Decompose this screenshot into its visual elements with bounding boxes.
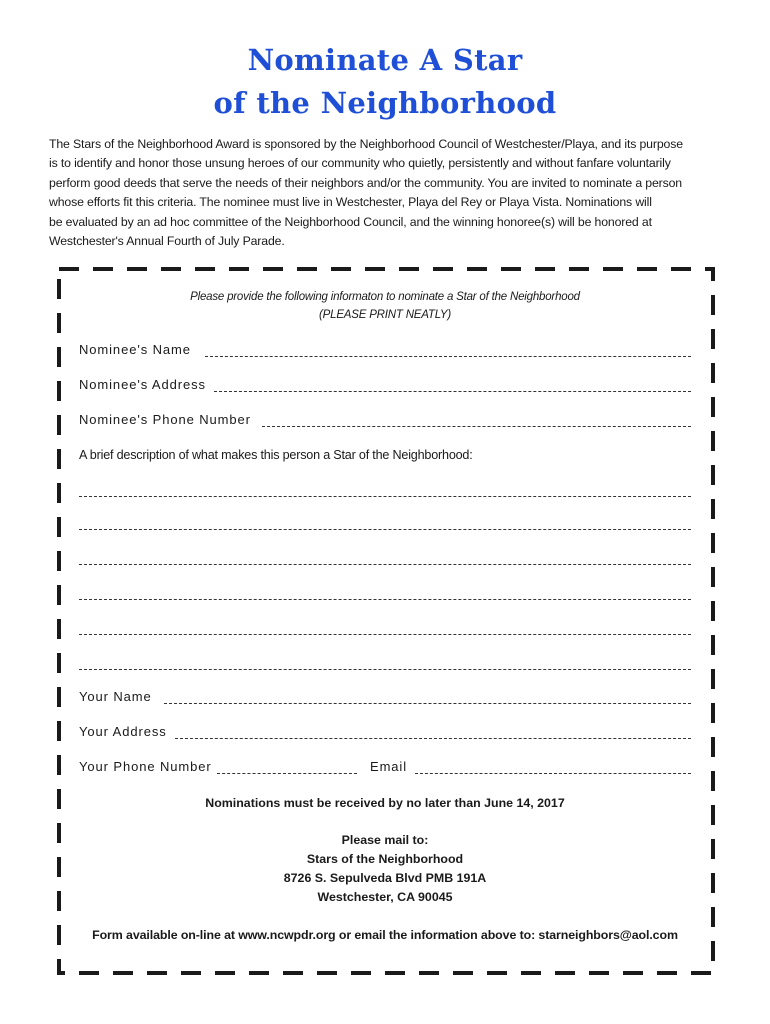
your-name-label: Your Name: [79, 689, 152, 704]
your-name-field[interactable]: [164, 703, 691, 704]
description-line[interactable]: [79, 669, 691, 670]
description-line[interactable]: [79, 564, 691, 565]
mail-city: Westchester, CA 90045: [317, 890, 453, 904]
form-instruction: Please provide the following informaton to nominate a Star of the Neighborhood: [190, 291, 580, 303]
title-line-1: Nominate A Star: [247, 43, 523, 77]
title-line-2: of the Neighborhood: [213, 86, 557, 120]
description-line[interactable]: [79, 496, 691, 497]
nominee-address-label: Nominee's Address: [79, 377, 206, 392]
mail-recipient: Stars of the Neighborhood: [306, 852, 464, 866]
online-availability-note: Form available on-line at www.ncwpdr.org or email the information above to: starneighbors@aol.com: [92, 928, 678, 942]
intro-line: Westchester's Annual Fourth of July Parade.: [49, 234, 285, 249]
your-address-label: Your Address: [79, 724, 167, 739]
nominee-name-label: Nominee's Name: [79, 342, 191, 357]
intro-line: The Stars of the Neighborhood Award is sponsored by the Neighborhood Council of Westchester/Playa, and its purpose: [49, 137, 683, 151]
mail-heading: Please mail to:: [341, 833, 429, 847]
description-line[interactable]: [79, 634, 691, 635]
deadline-notice: Nominations must be received by no later than June 14, 2017: [205, 796, 565, 810]
intro-paragraph: [49, 135, 725, 251]
intro-line: is to identify and honor those unsung heroes of our community who quietly, persistently and without fanfare voluntarily: [49, 156, 671, 171]
your-phone-label: Your Phone Number: [79, 759, 212, 774]
form-instruction-note: (PLEASE PRINT NEATLY): [319, 309, 451, 321]
intro-line: perform good deeds that serve the needs of their neighbors and/or the community. You are invited to nominate a person: [49, 175, 682, 190]
nominee-phone-field[interactable]: [262, 426, 691, 427]
email-field[interactable]: [415, 773, 691, 774]
nominee-phone-label: Nominee's Phone Number: [79, 412, 251, 427]
description-line[interactable]: [79, 529, 691, 530]
description-label: A brief description of what makes this person a Star of the Neighborhood:: [79, 448, 473, 462]
your-address-field[interactable]: [175, 738, 691, 739]
your-phone-field[interactable]: [217, 773, 357, 774]
mail-street: 8726 S. Sepulveda Blvd PMB 191A: [283, 871, 487, 885]
intro-line: whose efforts fit this criteria. The nominee must live in Westchester, Playa del Rey or Playa Vista. Nominations will: [49, 195, 652, 210]
description-line[interactable]: [79, 599, 691, 600]
dashed-form-border: [56, 266, 716, 976]
nominee-address-field[interactable]: [214, 391, 691, 392]
intro-line: be evaluated by an ad hoc committee of the Neighborhood Council, and the winning honoree(s) will be honored at: [49, 214, 652, 229]
nominee-name-field[interactable]: [205, 356, 691, 357]
email-label: Email: [370, 759, 408, 774]
